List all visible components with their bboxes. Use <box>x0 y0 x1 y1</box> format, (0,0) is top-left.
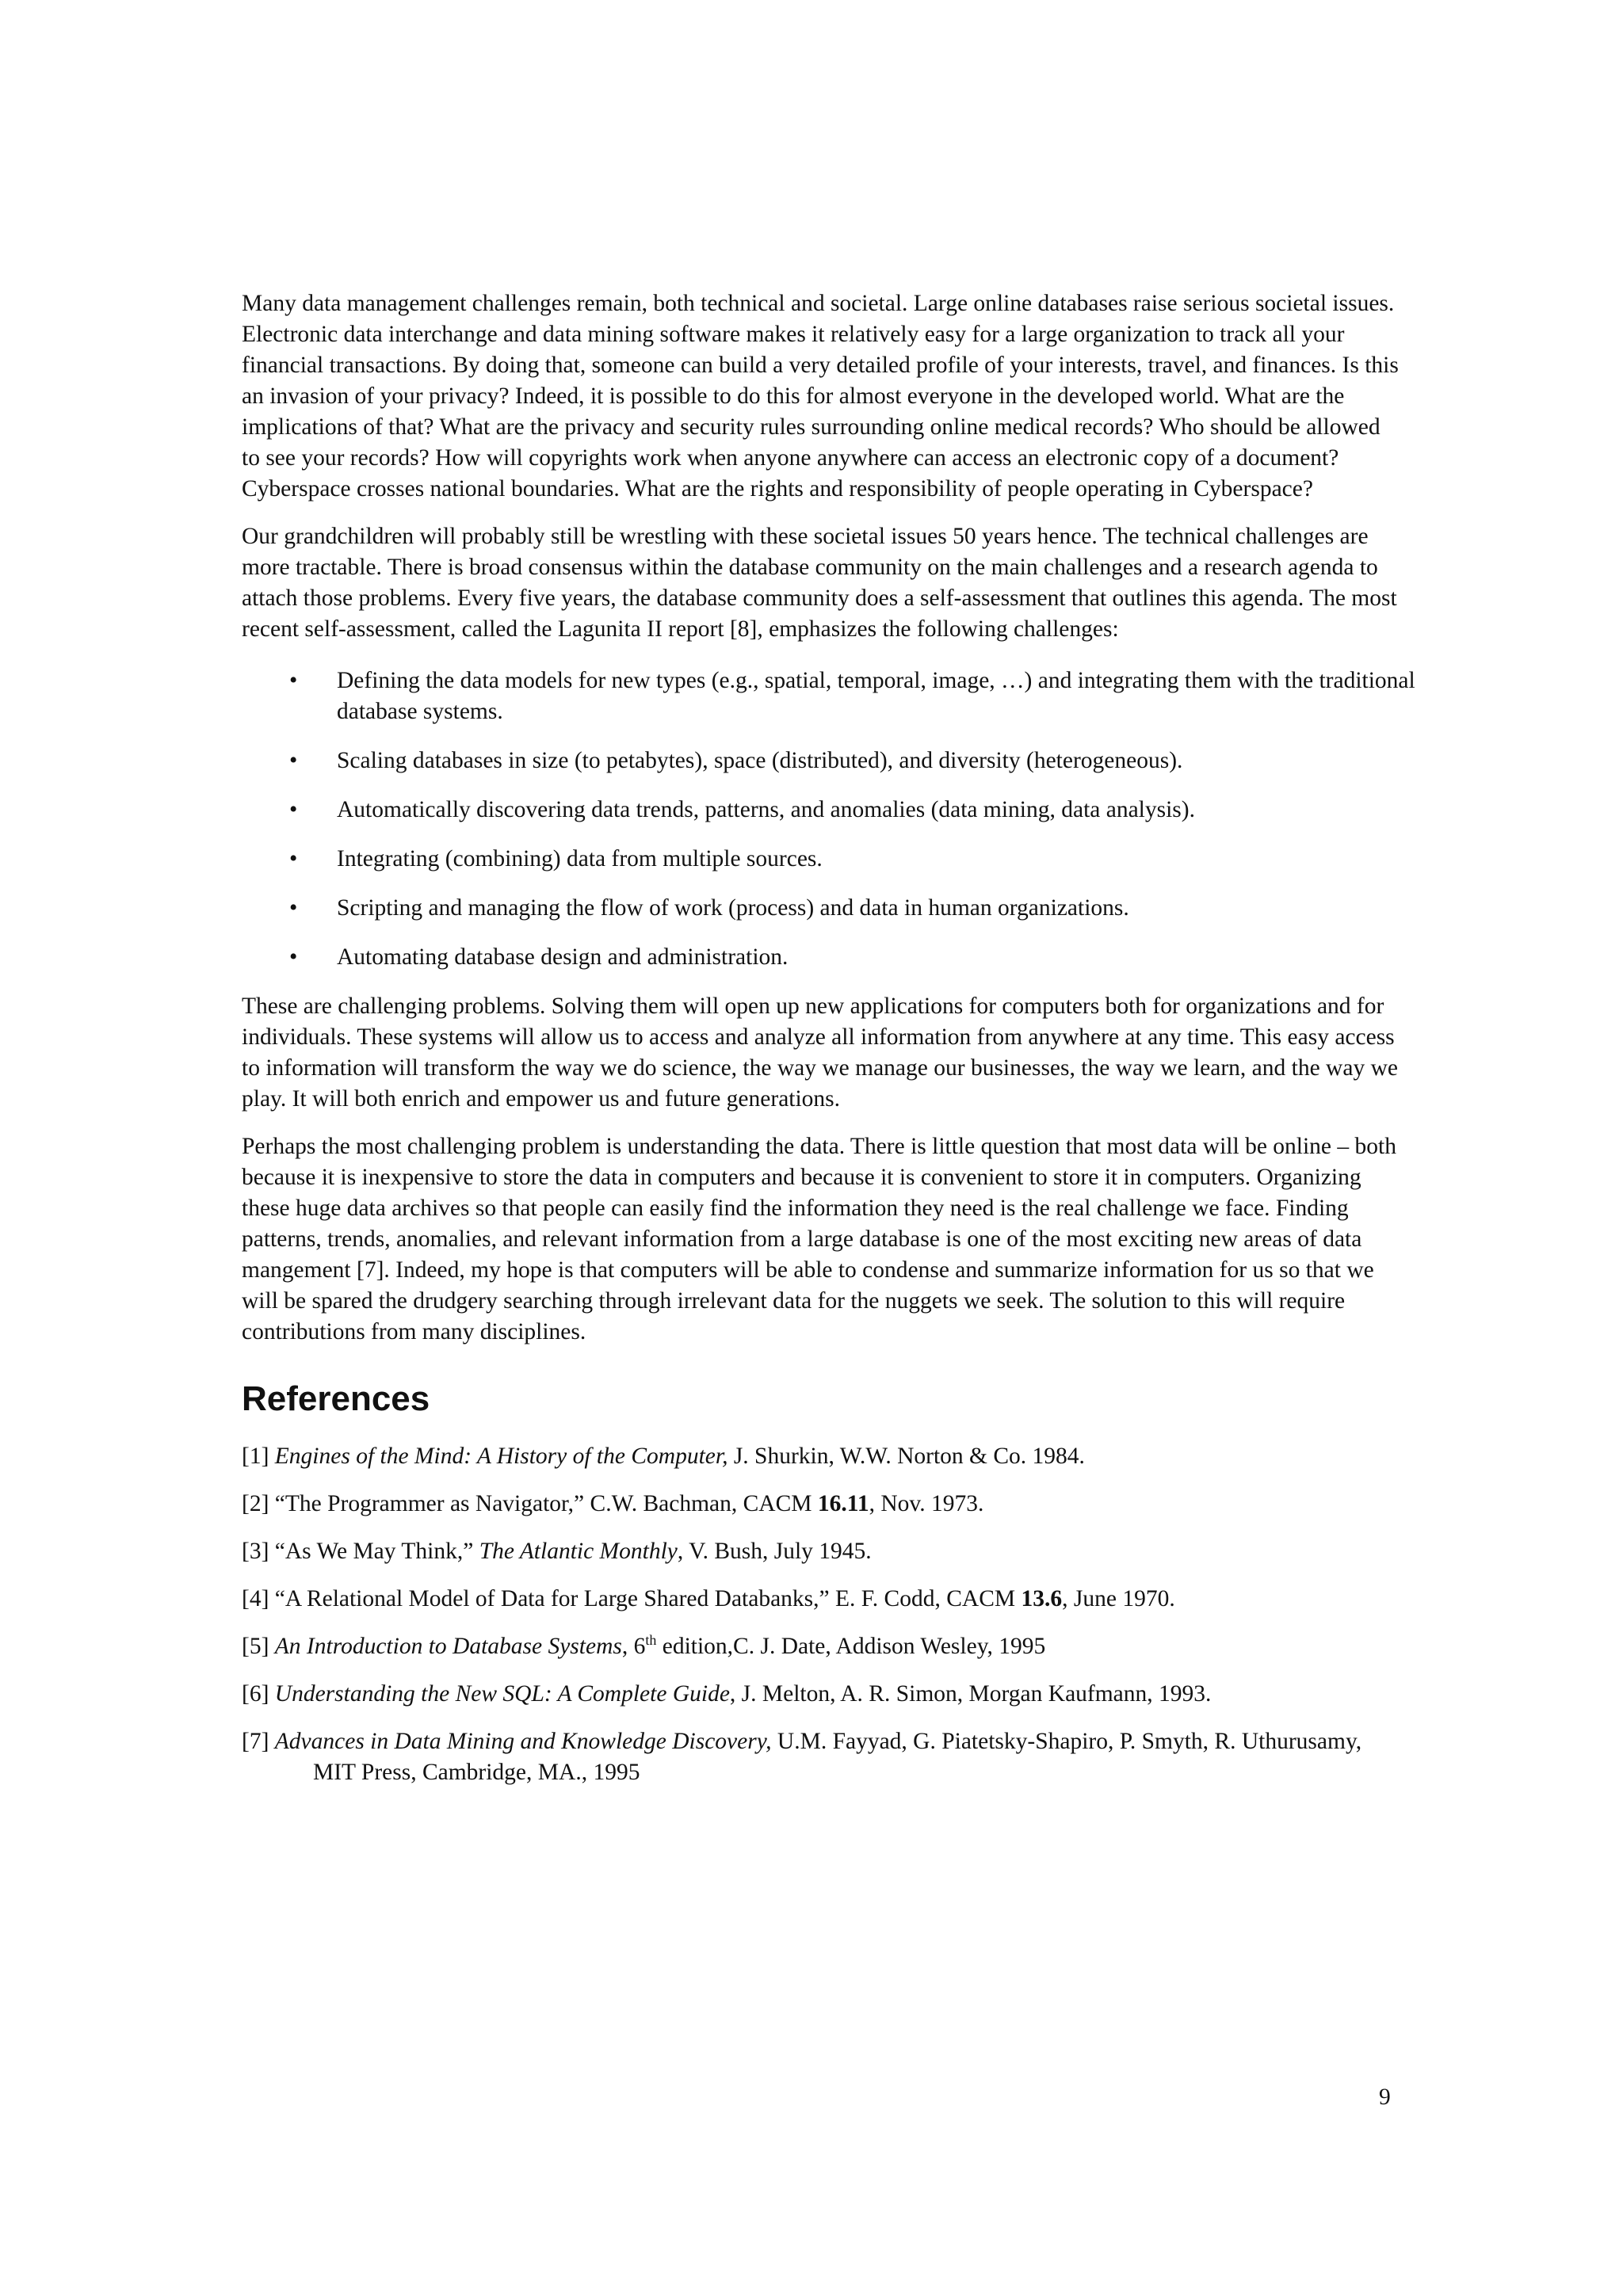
bullet-icon: • <box>289 797 298 822</box>
list-item <box>242 746 1430 776</box>
reference-details: U.M. Fayyad, G. Piatetsky-Shapiro, P. Smyth, R. Uthurusamy, MIT Press, Cambridge, MA., 1995 <box>313 1729 1362 1785</box>
list-item <box>242 893 1430 924</box>
bullet-icon: • <box>289 668 298 693</box>
reference-volume: 13.6 <box>1021 1586 1063 1611</box>
reference-item <box>242 1536 1399 1567</box>
reference-title: Engines of the Mind: A History of the Computer, <box>274 1444 728 1469</box>
reference-title: Understanding the New SQL: A Complete Guide <box>274 1681 730 1707</box>
reference-volume: 16.11 <box>817 1491 869 1516</box>
list-item-text: Scaling databases in size (to petabytes), space (distributed), and diversity (heterogeneous). <box>337 748 1183 773</box>
reference-details: , V. Bush, July 1945. <box>677 1539 872 1564</box>
bullet-icon: • <box>289 895 298 921</box>
reference-item <box>242 1726 1399 1788</box>
reference-article: “As We May Think,” <box>274 1539 479 1564</box>
reference-details: , J. Melton, A. R. Simon, Morgan Kaufmann, 1993. <box>729 1681 1212 1707</box>
references-list <box>242 1441 1399 1788</box>
list-item <box>242 795 1430 826</box>
list-item <box>242 666 1430 727</box>
reference-number: [3] <box>242 1539 275 1564</box>
reference-number: [6] <box>242 1681 275 1707</box>
reference-date: , June 1970. <box>1062 1586 1175 1611</box>
list-item-text: Scripting and managing the flow of work (process) and data in human organizations. <box>337 895 1129 921</box>
bullet-icon: • <box>289 944 298 970</box>
reference-details: edition,C. J. Date, Addison Wesley, 1995 <box>656 1634 1046 1659</box>
reference-title: Advances in Data Mining and Knowledge Discovery, <box>274 1729 772 1754</box>
reference-title: An Introduction to Database Systems <box>274 1634 622 1659</box>
bullet-icon: • <box>289 846 298 871</box>
reference-item <box>242 1441 1399 1472</box>
list-item-text: Defining the data models for new types (e.g., spatial, temporal, image, …) and integrating them with the traditional database systems. <box>337 668 1415 724</box>
paragraph-privacy: Many data management challenges remain, both technical and societal. Large online databases raise serious societal issues. Electronic data interchange and data mining software makes it relatively easy for a large organization to track all your financial transactions. By doing that, someone can build a very detailed profile of your interests, travel, and finances. Is this an invasion of your privacy? Indeed, it is possible to do this for almost everyone in the developed world. What are the implications of that? What are the privacy and security rules surrounding online medical records? Who should be allowed to see your records? How will copyrights work when anyone anywhere can access an electronic copy of a document? Cyberspace crosses national boundaries. What are the rights and responsibility of people operating in Cyberspace? <box>242 291 1399 502</box>
list-item <box>242 942 1430 973</box>
list-item <box>242 844 1430 875</box>
reference-date: , Nov. 1973. <box>869 1491 984 1516</box>
reference-number: [2] <box>242 1491 275 1516</box>
challenges-list <box>242 666 1415 973</box>
reference-item <box>242 1631 1399 1662</box>
list-item-text: Automating database design and administration. <box>337 944 789 970</box>
page-number: 9 <box>1379 2084 1391 2110</box>
references-heading: References <box>242 1379 430 1418</box>
list-item-text: Integrating (combining) data from multiple sources. <box>337 846 823 871</box>
paragraph-challenges-intro: Our grandchildren will probably still be wrestling with these societal issues 50 years hence. The technical challenges are more tractable. There is broad consensus within the database community on the main challenges and a research agenda to attach those problems. Every five years, the database community does a self-assessment that outlines this agenda. The most recent self-assessment, called the Lagunita II report [8], emphasizes the following challenges: <box>242 524 1397 642</box>
reference-edition: , 6 <box>621 1634 646 1659</box>
reference-number: [1] <box>242 1444 275 1469</box>
reference-details: “A Relational Model of Data for Large Shared Databanks,” E. F. Codd, CACM <box>274 1586 1022 1611</box>
list-item-text: Automatically discovering data trends, patterns, and anomalies (data mining, data analysis). <box>337 797 1195 822</box>
reference-item <box>242 1584 1399 1615</box>
reference-number: [7] <box>242 1729 275 1754</box>
reference-title: The Atlantic Monthly <box>479 1539 678 1564</box>
reference-details: J. Shurkin, W.W. Norton & Co. 1984. <box>727 1444 1085 1469</box>
reference-item <box>242 1489 1399 1520</box>
reference-edition-suffix: th <box>645 1632 657 1649</box>
reference-item <box>242 1679 1399 1710</box>
bullet-icon: • <box>289 748 298 773</box>
paragraph-understanding-data: Perhaps the most challenging problem is understanding the data. There is little question that most data will be online – both because it is inexpensive to store the data in computers and because it is convenient to store it in computers. Organizing these huge data archives so that people can easily find the information they need is the real challenge we face. Finding patterns, trends, anomalies, and relevant information from a large database is one of the most exciting new areas of data mangement [7]. Indeed, my hope is that computers will be able to condense and summarize information for us so that we will be spared the drudgery searching through irrelevant data for the nuggets we seek. The solution to this will require contributions from many disciplines. <box>242 1134 1396 1344</box>
paragraph-problems: These are challenging problems. Solving them will open up new applications for computers both for organizations and for individuals. These systems will allow us to access and analyze all information from anywhere at any time. This easy access to information will transform the way we do science, the way we manage our businesses, the way we learn, and the way we play. It will both enrich and empower us and future generations. <box>242 994 1398 1112</box>
reference-number: [5] <box>242 1634 275 1659</box>
reference-number: [4] <box>242 1586 275 1611</box>
document-page <box>242 288 1415 1805</box>
reference-details: “The Programmer as Navigator,” C.W. Bachman, CACM <box>274 1491 818 1516</box>
